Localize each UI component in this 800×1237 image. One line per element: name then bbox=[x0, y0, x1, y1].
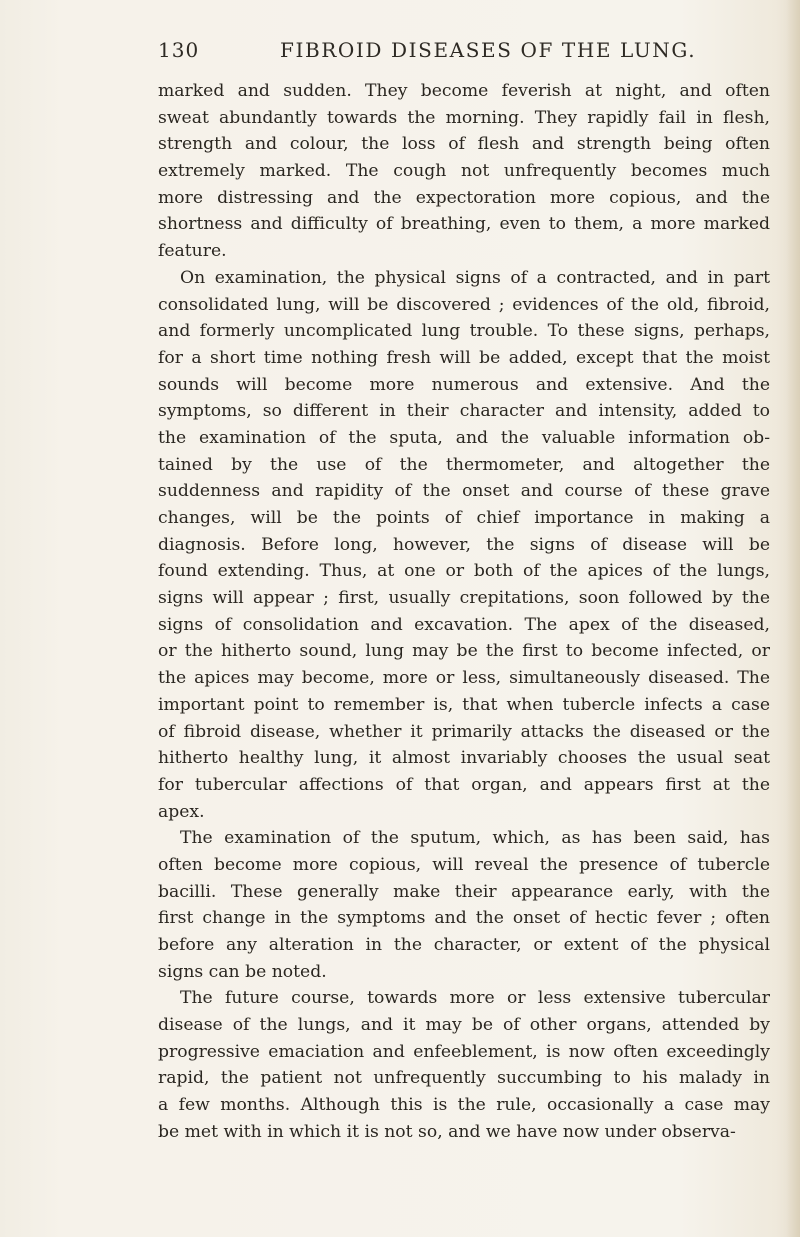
text-line: apex. bbox=[158, 801, 205, 822]
text-line: signs of consolidation and excavation. The apex of the diseased, bbox=[158, 614, 770, 635]
text-line: the apices may become, more or less, simultaneously diseased. The bbox=[158, 668, 770, 689]
text-line: more distressing and the expectoration more copious, and the bbox=[158, 187, 770, 208]
text-line: found extending. Thus, at one or both of the apices of the lungs, bbox=[158, 561, 770, 582]
text-line: shortness and difficulty of breathing, even to them, a more marked bbox=[158, 214, 770, 235]
running-head: FIBROID DISEASES OF THE LUNG. bbox=[280, 38, 697, 62]
text-line: The future course, towards more or less extensive tubercular bbox=[180, 988, 770, 1009]
text-line: feature. bbox=[158, 241, 227, 262]
text-line: be met with in which it is not so, and we have now under observa- bbox=[158, 1121, 736, 1142]
body-text bbox=[158, 78, 770, 1146]
text-line: often become more copious, will reveal the presence of tubercle bbox=[158, 854, 770, 875]
text-line: On examination, the physical signs of a contracted, and in part bbox=[180, 267, 770, 288]
text-line: of fibroid disease, whether it primarily attacks the diseased or the bbox=[158, 721, 770, 742]
text-line: diagnosis. Before long, however, the signs of disease will be bbox=[158, 534, 770, 555]
text-line: consolidated lung, will be discovered ; evidences of the old, fibroid, bbox=[158, 294, 770, 315]
text-line: and formerly uncomplicated lung trouble. To these signs, perhaps, bbox=[158, 321, 770, 342]
paragraph bbox=[158, 985, 770, 1145]
text-line: marked and sudden. They become feverish at night, and often bbox=[158, 81, 770, 101]
text-line: before any alteration in the character, or extent of the physical bbox=[158, 935, 770, 955]
text-line: progressive emaciation and enfeeblement, is now often exceedingly bbox=[158, 1041, 770, 1062]
text-line: for tubercular affections of that organ, and appears first at the bbox=[158, 774, 770, 795]
text-line: signs can be noted. bbox=[158, 961, 327, 982]
text-line: or the hitherto sound, lung may be the first to become infected, or bbox=[158, 641, 770, 662]
text-line: sounds will become more numerous and extensive. And the bbox=[158, 374, 770, 395]
text-line: strength and colour, the loss of flesh and strength being often bbox=[158, 134, 770, 155]
paragraph bbox=[158, 825, 770, 985]
page-number: 130 bbox=[158, 38, 200, 62]
text-line: disease of the lungs, and it may be of other organs, attended by bbox=[158, 1015, 770, 1036]
text-line: The examination of the sputum, which, as has been said, has bbox=[180, 828, 770, 849]
text-line: important point to remember is, that when tubercle infects a case bbox=[158, 694, 770, 715]
text-line: suddenness and rapidity of the onset and course of these grave bbox=[158, 481, 770, 502]
page-edge-shadow bbox=[786, 0, 800, 1237]
text-line: bacilli. These generally make their appearance early, with the bbox=[158, 881, 770, 902]
text-line: hitherto healthy lung, it almost invariably chooses the usual seat bbox=[158, 748, 770, 769]
page-header bbox=[0, 38, 800, 68]
text-line: symptoms, so different in their character and intensity, added to bbox=[158, 401, 770, 422]
text-line: rapid, the patient not unfrequently succumbing to his malady in bbox=[158, 1068, 770, 1089]
text-line: for a short time nothing fresh will be added, except that the moist bbox=[158, 347, 770, 368]
text-line: changes, will be the points of chief importance in making a bbox=[158, 508, 770, 528]
text-line: tained by the use of the thermometer, and altogether the bbox=[158, 454, 770, 475]
text-line: the examination of the sputa, and the valuable information ob- bbox=[158, 427, 770, 448]
text-line: extremely marked. The cough not unfrequently becomes much bbox=[158, 161, 770, 182]
text-line: a few months. Although this is the rule, occasionally a case may bbox=[158, 1095, 770, 1116]
text-line: signs will appear ; first, usually crepitations, soon followed by the bbox=[158, 588, 770, 609]
text-line: first change in the symptoms and the onset of hectic fever ; often bbox=[158, 908, 770, 929]
paragraph bbox=[158, 78, 770, 265]
text-line: sweat abundantly towards the morning. They rapidly fail in flesh, bbox=[158, 107, 770, 128]
paragraph bbox=[158, 265, 770, 825]
